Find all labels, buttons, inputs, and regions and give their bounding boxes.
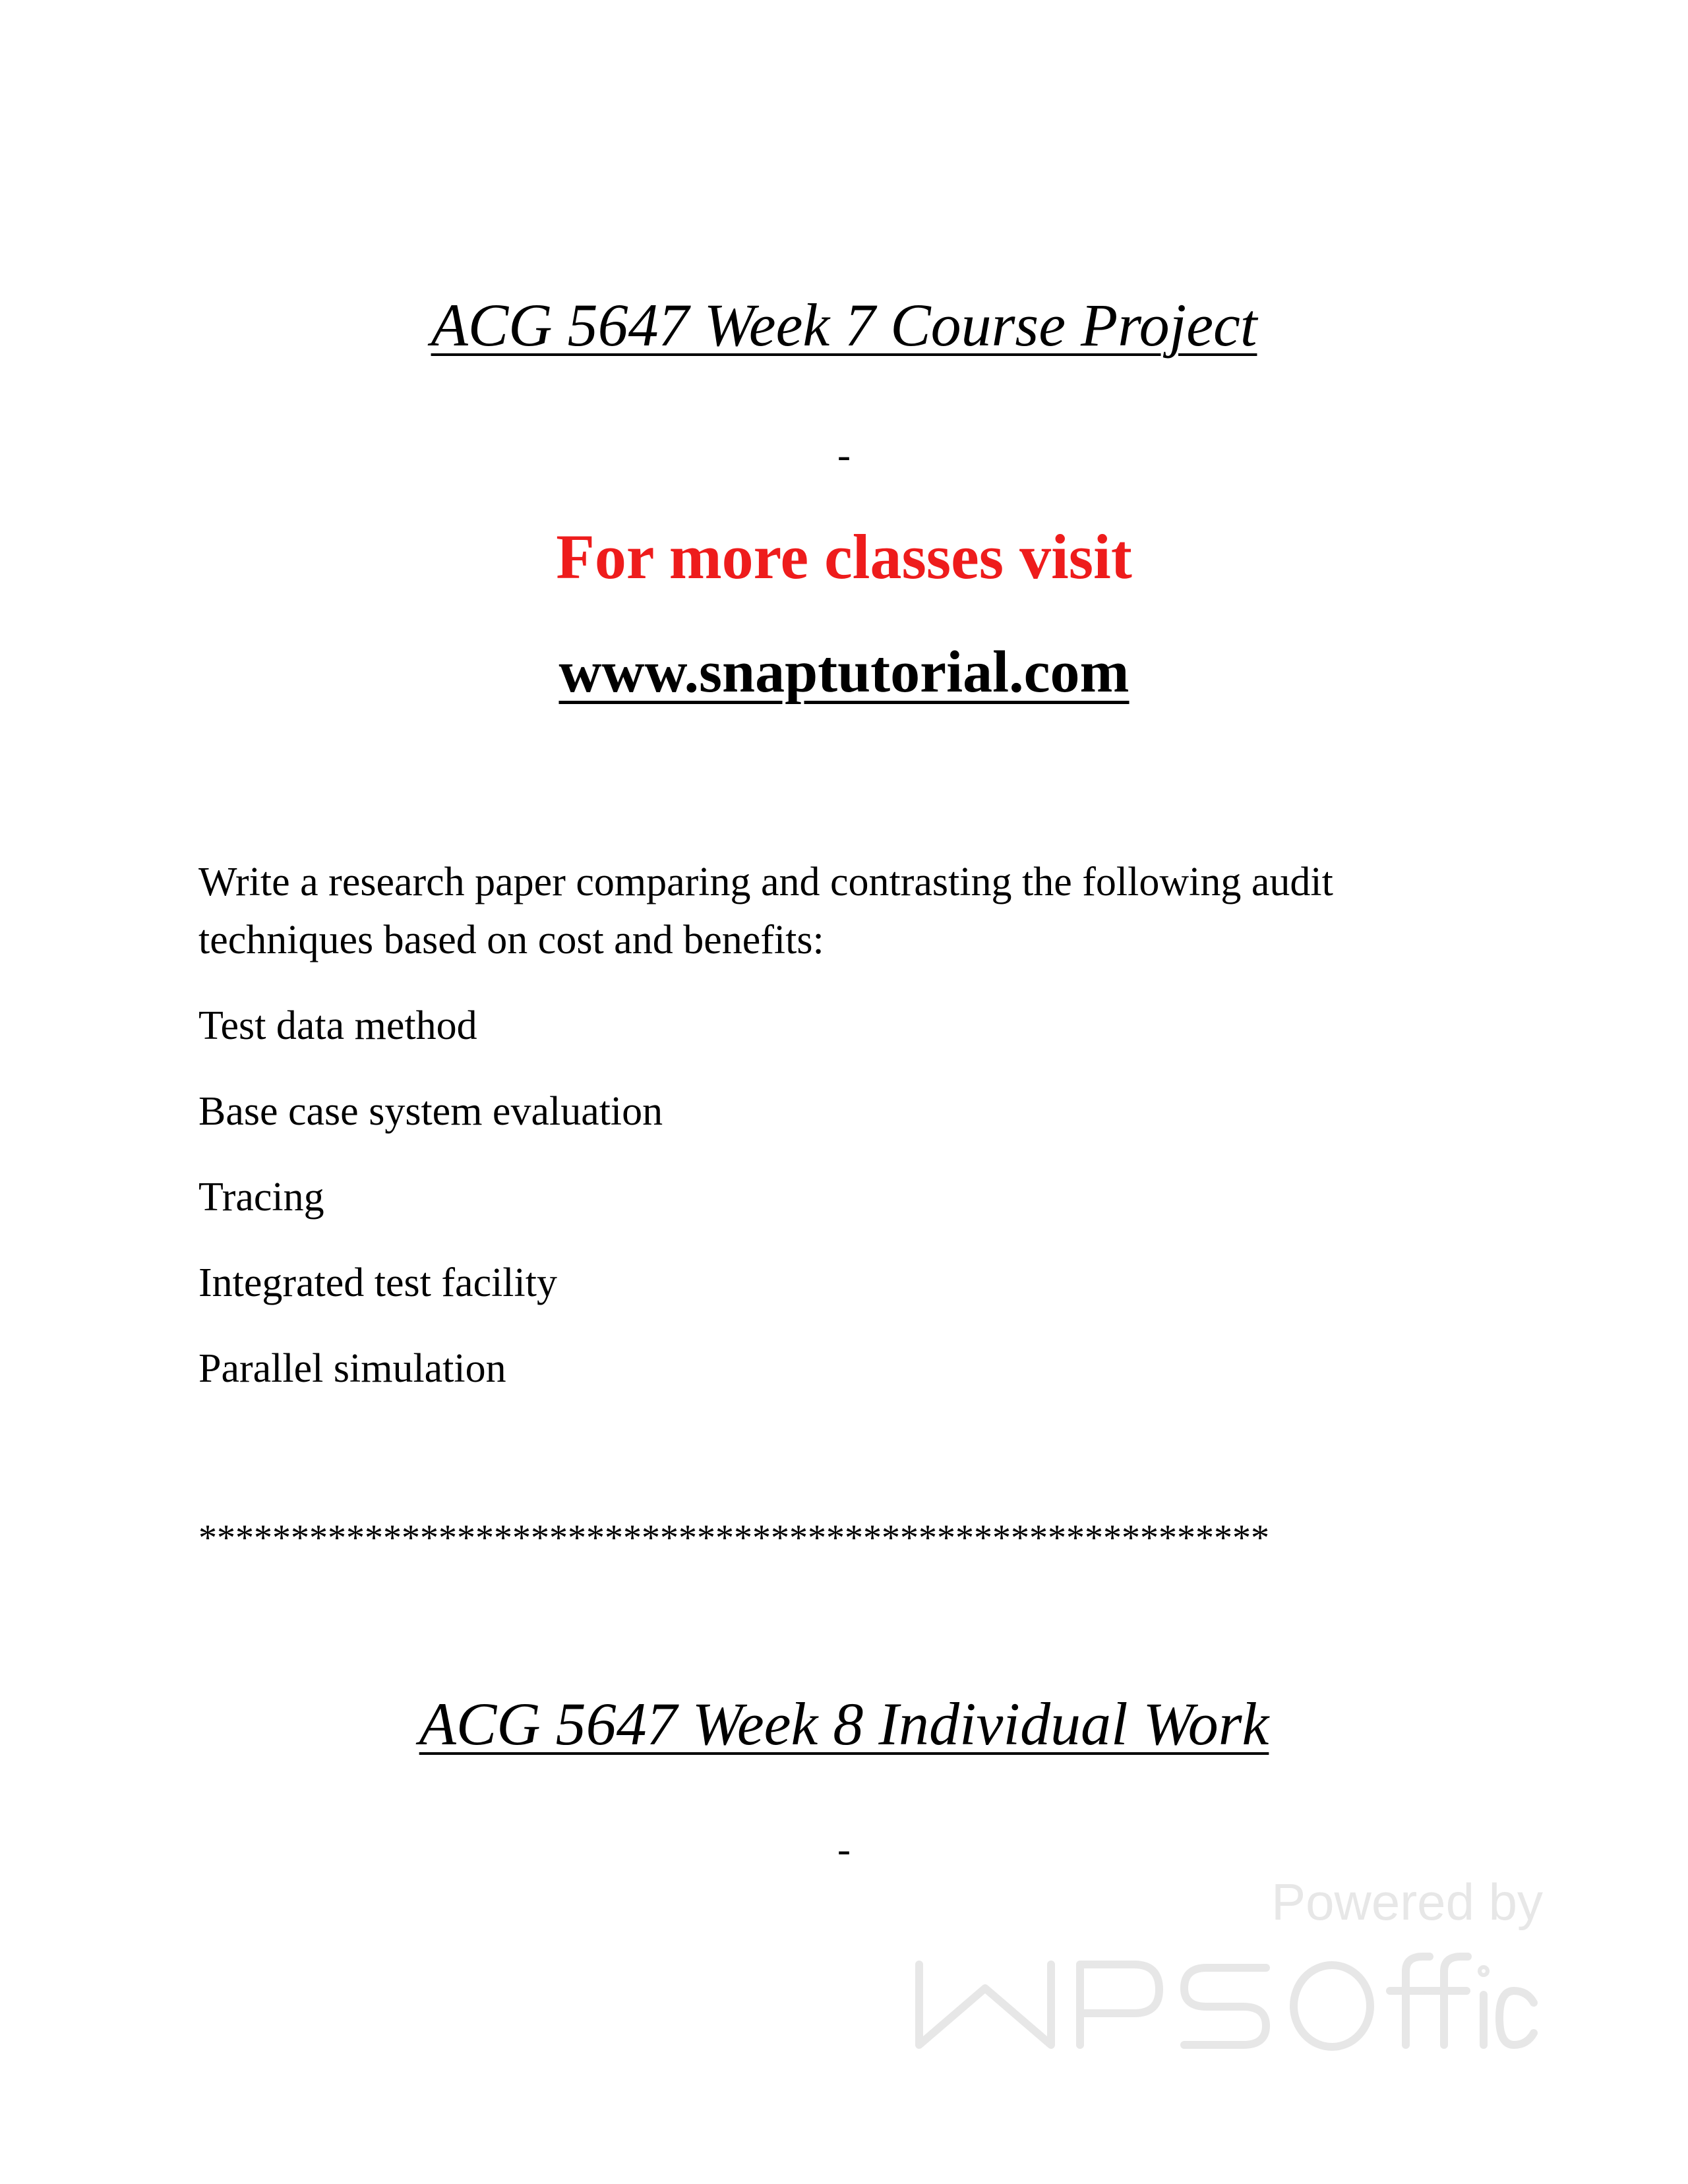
list-item-base-case-system-evaluation: Base case system evaluation (198, 1089, 663, 1134)
list-item-integrated-test-facility: Integrated test facility (198, 1260, 557, 1305)
wps-office-logo (910, 1872, 1543, 2063)
list-item-test-data-method: Test data method (198, 1003, 477, 1048)
watermark-powered-by: Powered by (1271, 1873, 1543, 1931)
intro-line-1: Write a research paper comparing and contrasting the following audit (198, 860, 1333, 904)
section-title-week8: ACG 5647 Week 8 Individual Work (419, 1690, 1269, 1757)
title-separator: - (837, 433, 851, 477)
list-item-tracing: Tracing (198, 1175, 324, 1220)
section-title-week7: ACG 5647 Week 7 Course Project (431, 291, 1257, 359)
list-item-parallel-simulation: Parallel simulation (198, 1346, 506, 1391)
intro-line-2: techniques based on cost and benefits: (198, 918, 824, 962)
promo-line: For more classes visit (556, 521, 1132, 592)
wps-office-watermark (910, 1872, 1543, 2063)
title-separator-2: - (837, 1827, 851, 1871)
asterisk-divider: ********************************************************** (198, 1518, 1269, 1558)
website-link[interactable]: www.snaptutorial.com (558, 639, 1130, 705)
